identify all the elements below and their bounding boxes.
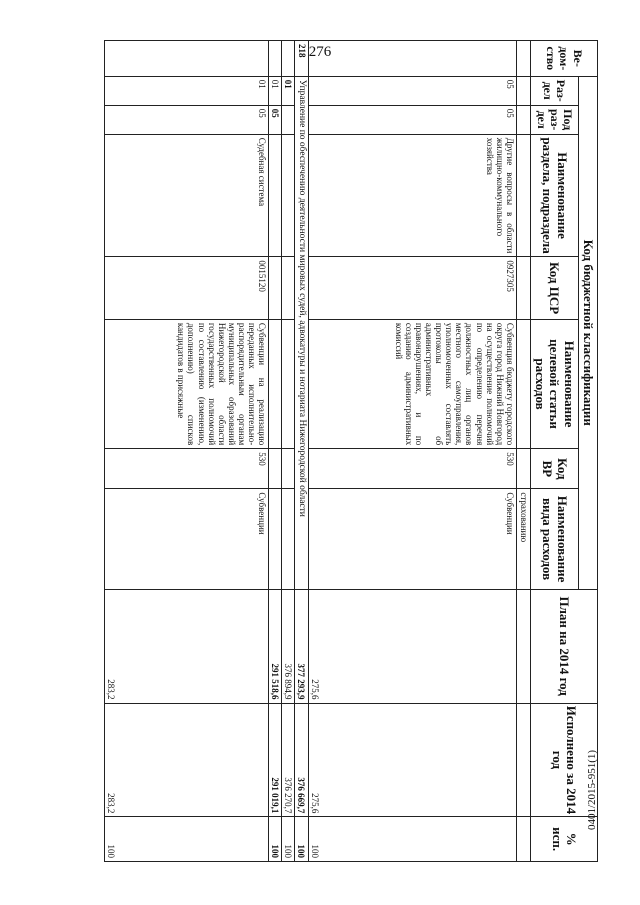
cell-ispolneno: 291 019,1 bbox=[269, 703, 282, 817]
cell-vedomstvo bbox=[105, 41, 269, 77]
cell-razdel: 01 bbox=[282, 76, 295, 105]
cell-razdel: 01 bbox=[269, 76, 282, 105]
table-row bbox=[295, 41, 309, 862]
cell-percent: 100 bbox=[105, 817, 269, 862]
cell-ispolneno: 275,6 bbox=[308, 703, 516, 817]
header-vr-name: Наименование вида расходов bbox=[530, 489, 578, 589]
cell-vr: 530 bbox=[105, 449, 269, 489]
cell-csr: 0927305 bbox=[308, 257, 516, 319]
cell-vr bbox=[516, 449, 530, 489]
cell-percent bbox=[516, 817, 530, 862]
cell-razdel-name bbox=[516, 134, 530, 257]
cell-podrazdel: 05 bbox=[308, 105, 516, 134]
cell-vedomstvo bbox=[308, 41, 516, 77]
cell-csr-name: Субвенция бюджету городского округа город Нижний Новгород на осуществление полномочий по определению перечня должностных лиц органов местного самоуправления, уполномоченных составлять протоколы об административных правонарушениях, и по созданию административных комиссий bbox=[308, 319, 516, 448]
header-csr: Код ЦСР bbox=[530, 257, 578, 319]
cell-razdel-name bbox=[269, 134, 282, 257]
cell-csr bbox=[269, 257, 282, 319]
cell-vr-name: страхованию bbox=[516, 489, 530, 589]
cell-plan: 275,6 bbox=[308, 589, 516, 703]
cell-plan: 376 894,9 bbox=[282, 589, 295, 703]
cell-plan: 283,2 bbox=[105, 589, 269, 703]
cell-vedomstvo bbox=[269, 41, 282, 77]
header-ispolneno: Исполнено за 2014 год bbox=[530, 703, 597, 817]
cell-csr bbox=[282, 257, 295, 319]
cell-csr-name: Субвенции на реализацию переданных исполнительно-распорядительным органам муниципальных образований Нижегородской области государственных полномочий по составлению (изменению, дополнению) списков кандидатов в присяжные bbox=[105, 319, 269, 448]
cell-vedomstvo bbox=[282, 41, 295, 77]
cell-podrazdel: 05 bbox=[105, 105, 269, 134]
header-percent: % исп. bbox=[530, 817, 597, 862]
cell-percent: 100 bbox=[308, 817, 516, 862]
cell-plan: 291 518,6 bbox=[269, 589, 282, 703]
cell-ispolneno bbox=[516, 703, 530, 817]
header-vedomstvo: Ве-дом-ство bbox=[530, 41, 597, 77]
cell-percent: 100 bbox=[269, 817, 282, 862]
cell-razdel-name: Другие вопросы в области жилищно-коммунального хозяйства bbox=[308, 134, 516, 257]
cell-csr: 0015120 bbox=[105, 257, 269, 319]
cell-percent: 100 bbox=[282, 817, 295, 862]
cell-razdel-name: Судебная система bbox=[105, 134, 269, 257]
header-csr-name: Наименование целевой статьи расходов bbox=[530, 319, 578, 448]
header-group-title: Код бюджетной классификации bbox=[578, 76, 597, 589]
header-razdel: Раз-дел bbox=[530, 76, 578, 105]
cell-vr: 530 bbox=[308, 449, 516, 489]
table-row bbox=[308, 41, 516, 862]
cell-vr bbox=[282, 449, 295, 489]
header-plan: План на 2014 год bbox=[530, 589, 597, 703]
cell-vr-name: Субвенции bbox=[105, 489, 269, 589]
cell-vr bbox=[269, 449, 282, 489]
cell-razdel-name bbox=[282, 134, 295, 257]
cell-podrazdel bbox=[516, 105, 530, 134]
table-row bbox=[516, 41, 530, 862]
cell-csr-name bbox=[282, 319, 295, 448]
cell-vr-name bbox=[269, 489, 282, 589]
cell-csr-name bbox=[516, 319, 530, 448]
cell-csr-name bbox=[269, 319, 282, 448]
cell-razdel: 05 bbox=[308, 76, 516, 105]
cell-vedomstvo bbox=[516, 41, 530, 77]
document-code: 0401/2015-951(1) bbox=[586, 749, 598, 830]
cell-razdel bbox=[516, 76, 530, 105]
cell-plan bbox=[516, 589, 530, 703]
table-row bbox=[282, 41, 295, 862]
cell-ispolneno: 376 669,7 bbox=[295, 703, 309, 817]
cell-vr-name bbox=[282, 489, 295, 589]
table-row bbox=[269, 41, 282, 862]
table-row bbox=[105, 41, 269, 862]
budget-table-rotated bbox=[108, 40, 598, 862]
header-vr: Код ВР bbox=[530, 449, 578, 489]
cell-ispolneno: 283,2 bbox=[105, 703, 269, 817]
cell-vr-name: Субвенции bbox=[308, 489, 516, 589]
cell-plan: 377 293,9 bbox=[295, 589, 309, 703]
page-number: 276 bbox=[308, 44, 332, 60]
cell-percent: 100 bbox=[295, 817, 309, 862]
header-podrazdel: Под раз-дел bbox=[530, 105, 578, 134]
cell-csr bbox=[516, 257, 530, 319]
cell-podrazdel bbox=[282, 105, 295, 134]
cell-department-name: Управление по обеспечению деятельности мировых судей, адвокатуры и нотариата Нижегородской области bbox=[295, 76, 309, 589]
header-razdel-name: Наименование раздела, подраздела bbox=[530, 134, 578, 257]
cell-podrazdel: 05 bbox=[269, 105, 282, 134]
cell-razdel: 01 bbox=[105, 76, 269, 105]
cell-ispolneno: 376 270,7 bbox=[282, 703, 295, 817]
budget-classification-table bbox=[104, 40, 598, 862]
cell-vedomstvo: 218 bbox=[295, 41, 309, 77]
